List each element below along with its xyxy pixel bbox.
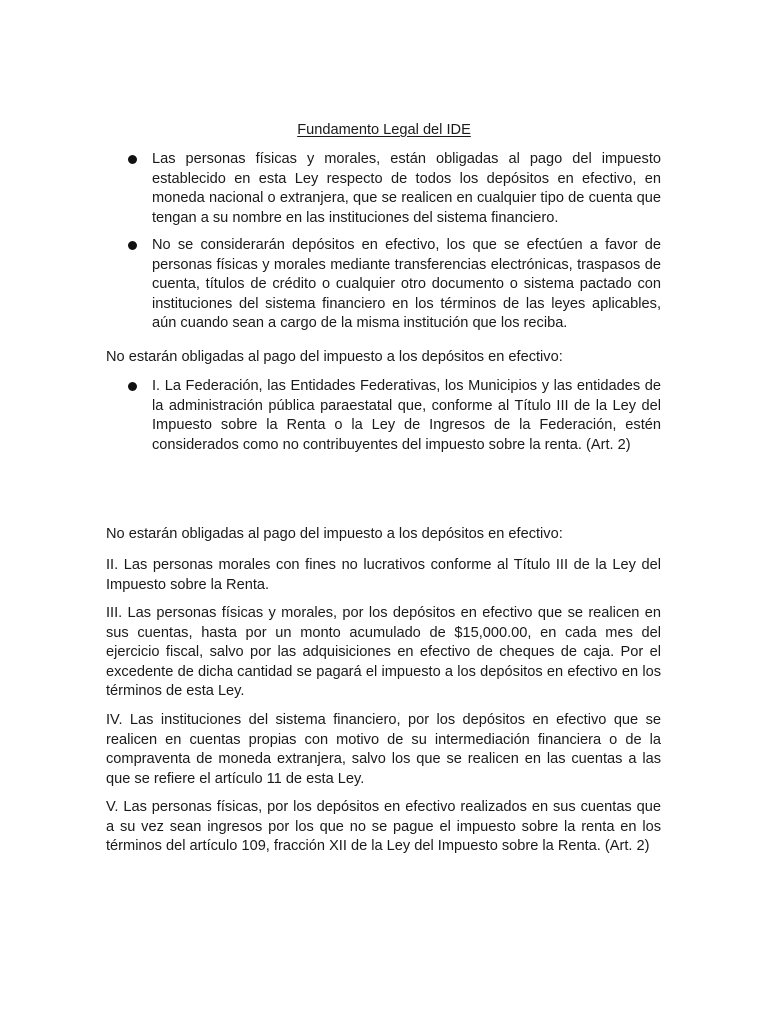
bullet-text: No se considerarán depósitos en efectivo, los que se efectúen a favor de personas físicas y morales mediante transferencias electrónicas, traspasos de cuenta, títulos de crédito o cualquier otro documento o sistema pactado con instituciones del sistema financiero en los términos de las leyes aplicables, aún cuando sean a cargo de la misma institución que los reciba. xyxy=(152,237,661,331)
list-item xyxy=(106,236,661,334)
list-item xyxy=(106,150,661,228)
list-item xyxy=(106,377,661,455)
document-title: Fundamento Legal del IDE xyxy=(297,122,471,138)
exemption-paragraph-iv: IV. Las instituciones del sistema financiero, por los depósitos en efectivo que se realicen en cuentas propias con motivo de su intermediación financiera o de la compraventa de moneda extranjera, salvo los que se realicen en las cuentas a las que se refiere el artículo 11 de esta Ley. xyxy=(106,712,661,787)
bullet-text: I. La Federación, las Entidades Federativas, los Municipios y las entidades de la administración pública paraestatal que, conforme al Título III de la Ley del Impuesto sobre la Renta o la Ley de Ingresos de la Federación, estén considerados como no contribuyentes del impuesto sobre la renta. (Art. 2) xyxy=(152,378,661,453)
exemption-bullet-list xyxy=(106,377,661,463)
bullet-icon xyxy=(128,241,137,250)
exemption-paragraph-ii: II. Las personas morales con fines no lucrativos conforme al Título III de la Ley del Impuesto sobre la Renta. xyxy=(106,557,661,593)
bullet-icon xyxy=(128,155,137,164)
exemption-paragraph-v: V. Las personas físicas, por los depósitos en efectivo realizados en sus cuentas que a su vez sean ingresos por los que no se pague el impuesto sobre la renta en los términos del artículo 109, fracción XII de la Ley del Impuesto sobre la Renta. (Art. 2) xyxy=(106,799,661,854)
exemption-intro-paragraph-repeat: No estarán obligadas al pago del impuesto a los depósitos en efectivo: xyxy=(106,526,563,542)
bullet-text: Las personas físicas y morales, están obligadas al pago del impuesto establecido en esta Ley respecto de todos los depósitos en efectivo, en moneda nacional o extranjera, que se realicen en cualquier tipo de cuenta que tengan a su nombre en las instituciones del sistema financiero. xyxy=(152,151,661,226)
exemption-paragraph-iii: III. Las personas físicas y morales, por los depósitos en efectivo que se realicen en sus cuentas, hasta por un monto acumulado de $15,000.00, en cada mes del ejercicio fiscal, salvo por las adquisiciones en efectivo de cheques de caja. Por el excedente de dicha cantidad se pagará el impuesto a los depósitos en efectivo en los términos de esta Ley. xyxy=(106,605,661,699)
obligation-bullet-list xyxy=(106,150,661,342)
bullet-icon xyxy=(128,382,137,391)
exemption-intro-paragraph: No estarán obligadas al pago del impuesto a los depósitos en efectivo: xyxy=(106,349,563,365)
